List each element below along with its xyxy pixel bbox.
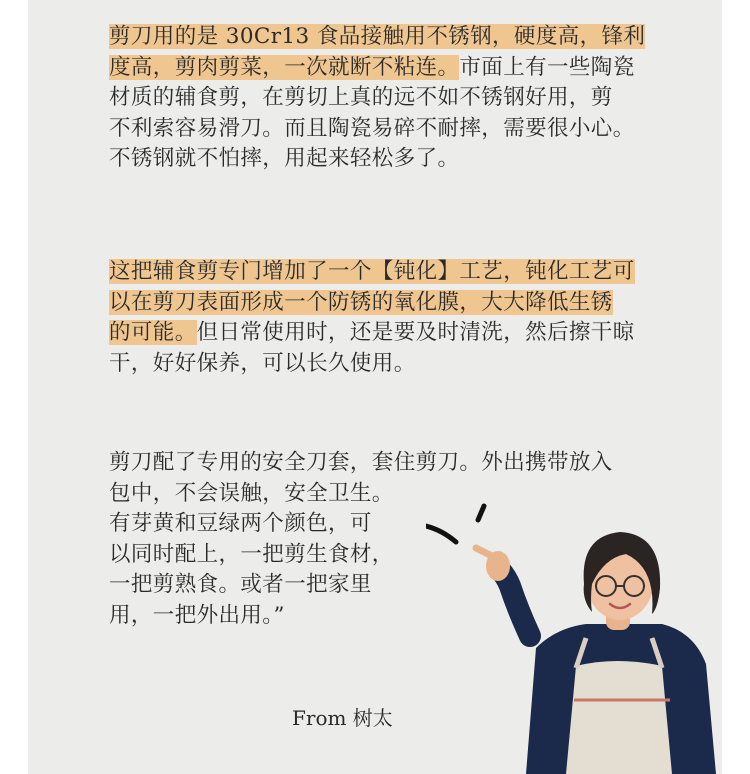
text-line — [109, 318, 635, 349]
paragraph-material — [109, 22, 645, 175]
text-line: 材质的辅食剪，在剪切上真的远不如不锈钢好用，剪 — [109, 85, 613, 110]
text-line: 剪刀配了专用的安全刀套，套住剪刀。外出携带放入 — [109, 450, 613, 475]
text-line: 用，一把外出用。” — [109, 602, 285, 628]
accent-stroke-icon — [426, 526, 456, 542]
paragraph-passivation — [109, 257, 635, 379]
highlighted-text: 剪刀用的是 30Cr13 食品接触用不锈钢，硬度高，锋利 — [109, 24, 646, 49]
text-line: 干，好好保养，可以长久使用。 — [109, 350, 416, 376]
content-panel — [28, 0, 722, 774]
text-line: 不锈钢就不怕摔，用起来轻松多了。 — [109, 146, 460, 171]
text-line — [109, 288, 635, 319]
plain-text: 但日常使用时，还是要及时清洗，然后擦干晾 — [196, 320, 635, 345]
text-line: 一把剪熟食。或者一把家里 — [109, 572, 372, 597]
highlighted-text: 度高，剪肉剪菜，一次就断不粘连。 — [109, 54, 460, 80]
text-line — [109, 22, 645, 53]
presenter-illustration — [426, 488, 722, 774]
text-line: 有芽黄和豆绿两个颜色，可 — [109, 511, 372, 536]
text-line: 不利索容易滑刀。而且陶瓷易碎不耐摔，需要很小心。 — [109, 115, 635, 141]
text-line — [109, 53, 645, 84]
text-line: 包中，不会误触，安全卫生。 — [109, 480, 394, 506]
plain-text: 市面上有一些陶瓷 — [459, 54, 635, 80]
accent-stroke-icon — [478, 506, 484, 520]
attribution: From 树太 — [292, 706, 393, 730]
text-line — [109, 257, 635, 288]
text-line: 以同时配上，一把剪生食材， — [109, 541, 394, 567]
apron-icon — [566, 661, 672, 774]
pointing-finger-icon — [476, 548, 492, 556]
arm-icon — [500, 570, 530, 636]
highlighted-text: 这把辅食剪专门增加了一个【钝化】工艺，钝化工艺可 — [109, 259, 635, 284]
highlighted-text: 以在剪刀表面形成一个防锈的氧化膜，大大降低生锈 — [109, 289, 613, 315]
highlighted-text: 的可能。 — [109, 320, 197, 345]
